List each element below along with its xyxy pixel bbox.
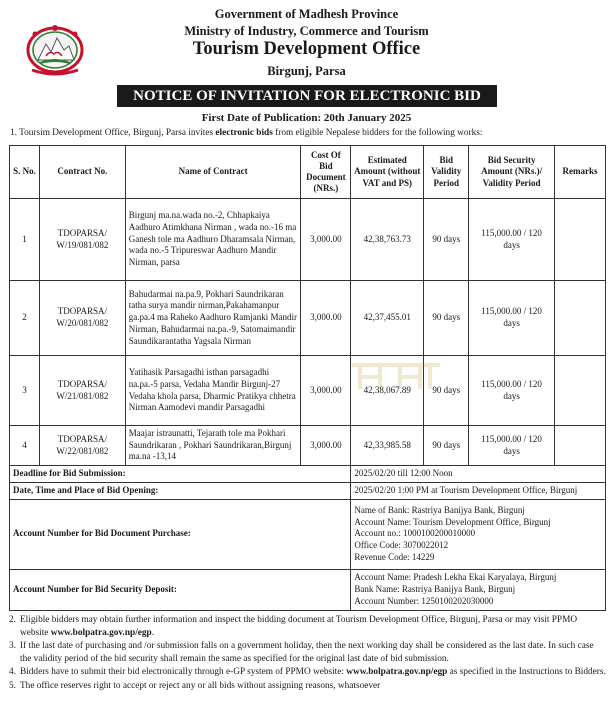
deadline-value: 2025/02/20 till 12:00 Noon (351, 466, 606, 483)
row-remarks (555, 356, 606, 426)
note-item (9, 640, 607, 665)
header-name: Name of Contract (125, 146, 301, 199)
header-validity: Bid Validity Period (424, 146, 469, 199)
opening-row (10, 482, 606, 499)
table-row (10, 281, 606, 356)
note-text: Eligible bidders may obtain further information and inspect the bidding document at Tourism Development Office, Birgunj, Parsa or may visit PPMO website (20, 615, 578, 638)
intro-bold: electronic bids (215, 128, 273, 138)
row-security: 115,000.00 / 120 days (469, 356, 555, 426)
table-header-row (10, 146, 606, 199)
note-text: If the last date of purchasing and /or submission falls on a government holiday, then the next working day shall be considered as the last date. In such case the validity period of the bid security shall remain the same as specified for the original last date of bid submission. (20, 641, 594, 664)
row-contract-no: TDOPARSA/ W/22/081/082 (39, 426, 125, 466)
note-after: . (151, 627, 155, 638)
row-contract-no: TDOPARSA/ W/20/081/082 (39, 281, 125, 356)
note-after: as specified in the Instructions to Bidders. (447, 667, 606, 678)
row-cost: 3,000.00 (301, 199, 351, 281)
note-number: 5. (9, 680, 16, 691)
office-location: Birgunj, Parsa (267, 64, 346, 78)
note-number: 3. (9, 641, 16, 652)
deposit-bank-name: Bank Name: Rastriya Banijya Bank, Birgunj (354, 583, 516, 594)
deposit-account-name: Account Name: Pradesh Lekha Ekai Karyalaya, Birgunj (354, 572, 557, 583)
row-amount: 42,33,985.58 (351, 426, 424, 466)
table-row (10, 426, 606, 466)
note-number: 2. (9, 615, 16, 625)
row-security: 115,000.00 / 120 days (469, 281, 555, 356)
row-name: Birgunj ma.na.wada no.-2, Chhapkaiya Aadhuro Atimkhana Nirman , wada no.-16 ma Ganesh tole ma Aadhuro Dharamsala Nirman, wada no.-5 Tripureswar Aadhuro Mandir Nirman, parsa (125, 199, 301, 281)
note-link[interactable]: www.bolpatra.gov.np/egp (346, 667, 448, 678)
row-remarks (555, 199, 606, 281)
row-security: 115,000.00 / 120 days (469, 199, 555, 281)
row-contract-no: TDOPARSA/ W/21/081/082 (39, 356, 125, 426)
row-name: Yatihasik Parsagadhi isthan parsagadhi na.pa.-5 parsa, Vedaha Mandir Birgunj-27 Vedaha khola parsa, Dharmic Pratikya chhetra Nirman Aamodevi mandir Parsagadhi (125, 356, 301, 426)
row-sn: 4 (10, 426, 40, 466)
header-amount: Estimated Amount (without VAT and PS) (351, 146, 424, 199)
row-amount: 42,38,763.73 (351, 199, 424, 281)
row-name: Maajar istraunatti, Tejarath tole ma Pokhari Saundrikaran , Pokhari Saundrikaran,Birgunj ma.na -13,14 (125, 426, 301, 466)
purchase-bank-name: Name of Bank: Rastriya Banijya Bank, Birgunj (354, 505, 525, 516)
deposit-account-number: Account Number: 1250100202030000 (354, 595, 494, 606)
header-cost: Cost Of Bid Document (NRs.) (301, 146, 351, 199)
note-link[interactable]: www.bolpatra.gov.np/egp (50, 627, 152, 638)
deadline-row (10, 466, 606, 483)
note-item (9, 666, 607, 679)
row-security: 115,000.00 / 120 days (469, 426, 555, 466)
intro-paragraph (10, 128, 610, 138)
row-sn: 3 (10, 356, 40, 426)
row-contract-no: TDOPARSA/ W/19/081/082 (39, 199, 125, 281)
note-item (9, 614, 607, 639)
header-remarks: Remarks (555, 146, 606, 199)
table-row (10, 356, 606, 426)
row-cost: 3,000.00 (301, 281, 351, 356)
opening-label: Date, Time and Place of Bid Opening: (10, 482, 351, 499)
government-name: Government of Madhesh Province (214, 7, 399, 21)
row-validity: 90 days (424, 356, 469, 426)
note-item (9, 680, 607, 693)
note-text: The office reserves right to accept or reject any or all bids without assigning reasons, whatsoever (20, 680, 381, 691)
purchase-details (351, 499, 606, 569)
deposit-account-row (10, 569, 606, 610)
row-sn: 1 (10, 199, 40, 281)
bid-table (9, 145, 606, 611)
deadline-label: Deadline for Bid Submission: (10, 466, 351, 483)
header-contract-no: Contract No. (39, 146, 125, 199)
deposit-label: Account Number for Bid Security Deposit: (10, 569, 351, 610)
deposit-details (351, 569, 606, 610)
note-number: 4. (9, 667, 16, 678)
publication-date: First Date of Publication: 20th January 2025 (201, 112, 412, 124)
office-name: Tourism Development Office (192, 39, 421, 59)
purchase-account-name: Account Name: Tourism Development Office, Birgunj (354, 516, 551, 527)
intro-prefix: 1. Toursim Development Office, Birgunj, Parsa invites (10, 128, 216, 138)
purchase-revenue-code: Revenue Code: 14229 (354, 551, 435, 562)
purchase-label: Account Number for Bid Document Purchase: (10, 499, 351, 569)
notes-section (9, 614, 607, 693)
row-cost: 3,000.00 (301, 426, 351, 466)
row-amount: 42,38,067.89 (351, 356, 424, 426)
row-amount: 42,37,455.01 (351, 281, 424, 356)
header-sn: S. No. (10, 146, 40, 199)
header-security: Bid Security Amount (NRs.)/ Validity Period (469, 146, 555, 199)
table-row (10, 199, 606, 281)
row-name: Bahudarmai na.pa.9, Pokhari Saundrikaran tatha surya mandir nirman,Pakahamanpur ga.pa.4 ma Raheko Aadhuro Ramjanki Mandir Nirman, Bahudarmai na.pa.-9, Satomaimandir Saundikarantatha Yagsala Nirman (125, 281, 301, 356)
row-remarks (555, 281, 606, 356)
row-validity: 90 days (424, 199, 469, 281)
purchase-account-no: Account no.: 1000100200010000 (354, 528, 476, 539)
row-validity: 90 days (424, 426, 469, 466)
ministry-name: Ministry of Industry, Commerce and Tourism (184, 24, 429, 38)
document-header (0, 0, 613, 80)
notice-title-banner: NOTICE OF INVITATION FOR ELECTRONIC BID (117, 85, 497, 107)
note-text: Bidders have to submit their bid electronically through e-GP system of PPMO website: (20, 667, 347, 678)
row-validity: 90 days (424, 281, 469, 356)
row-sn: 2 (10, 281, 40, 356)
row-cost: 3,000.00 (301, 356, 351, 426)
purchase-office-code: Office Code: 3070022012 (354, 540, 449, 551)
row-remarks (555, 426, 606, 466)
intro-suffix: from eligible Nepalese bidders for the following works: (272, 128, 483, 138)
purchase-account-row (10, 499, 606, 569)
opening-value: 2025/02/20 1:00 PM at Tourism Development Office, Birgunj (351, 482, 606, 499)
